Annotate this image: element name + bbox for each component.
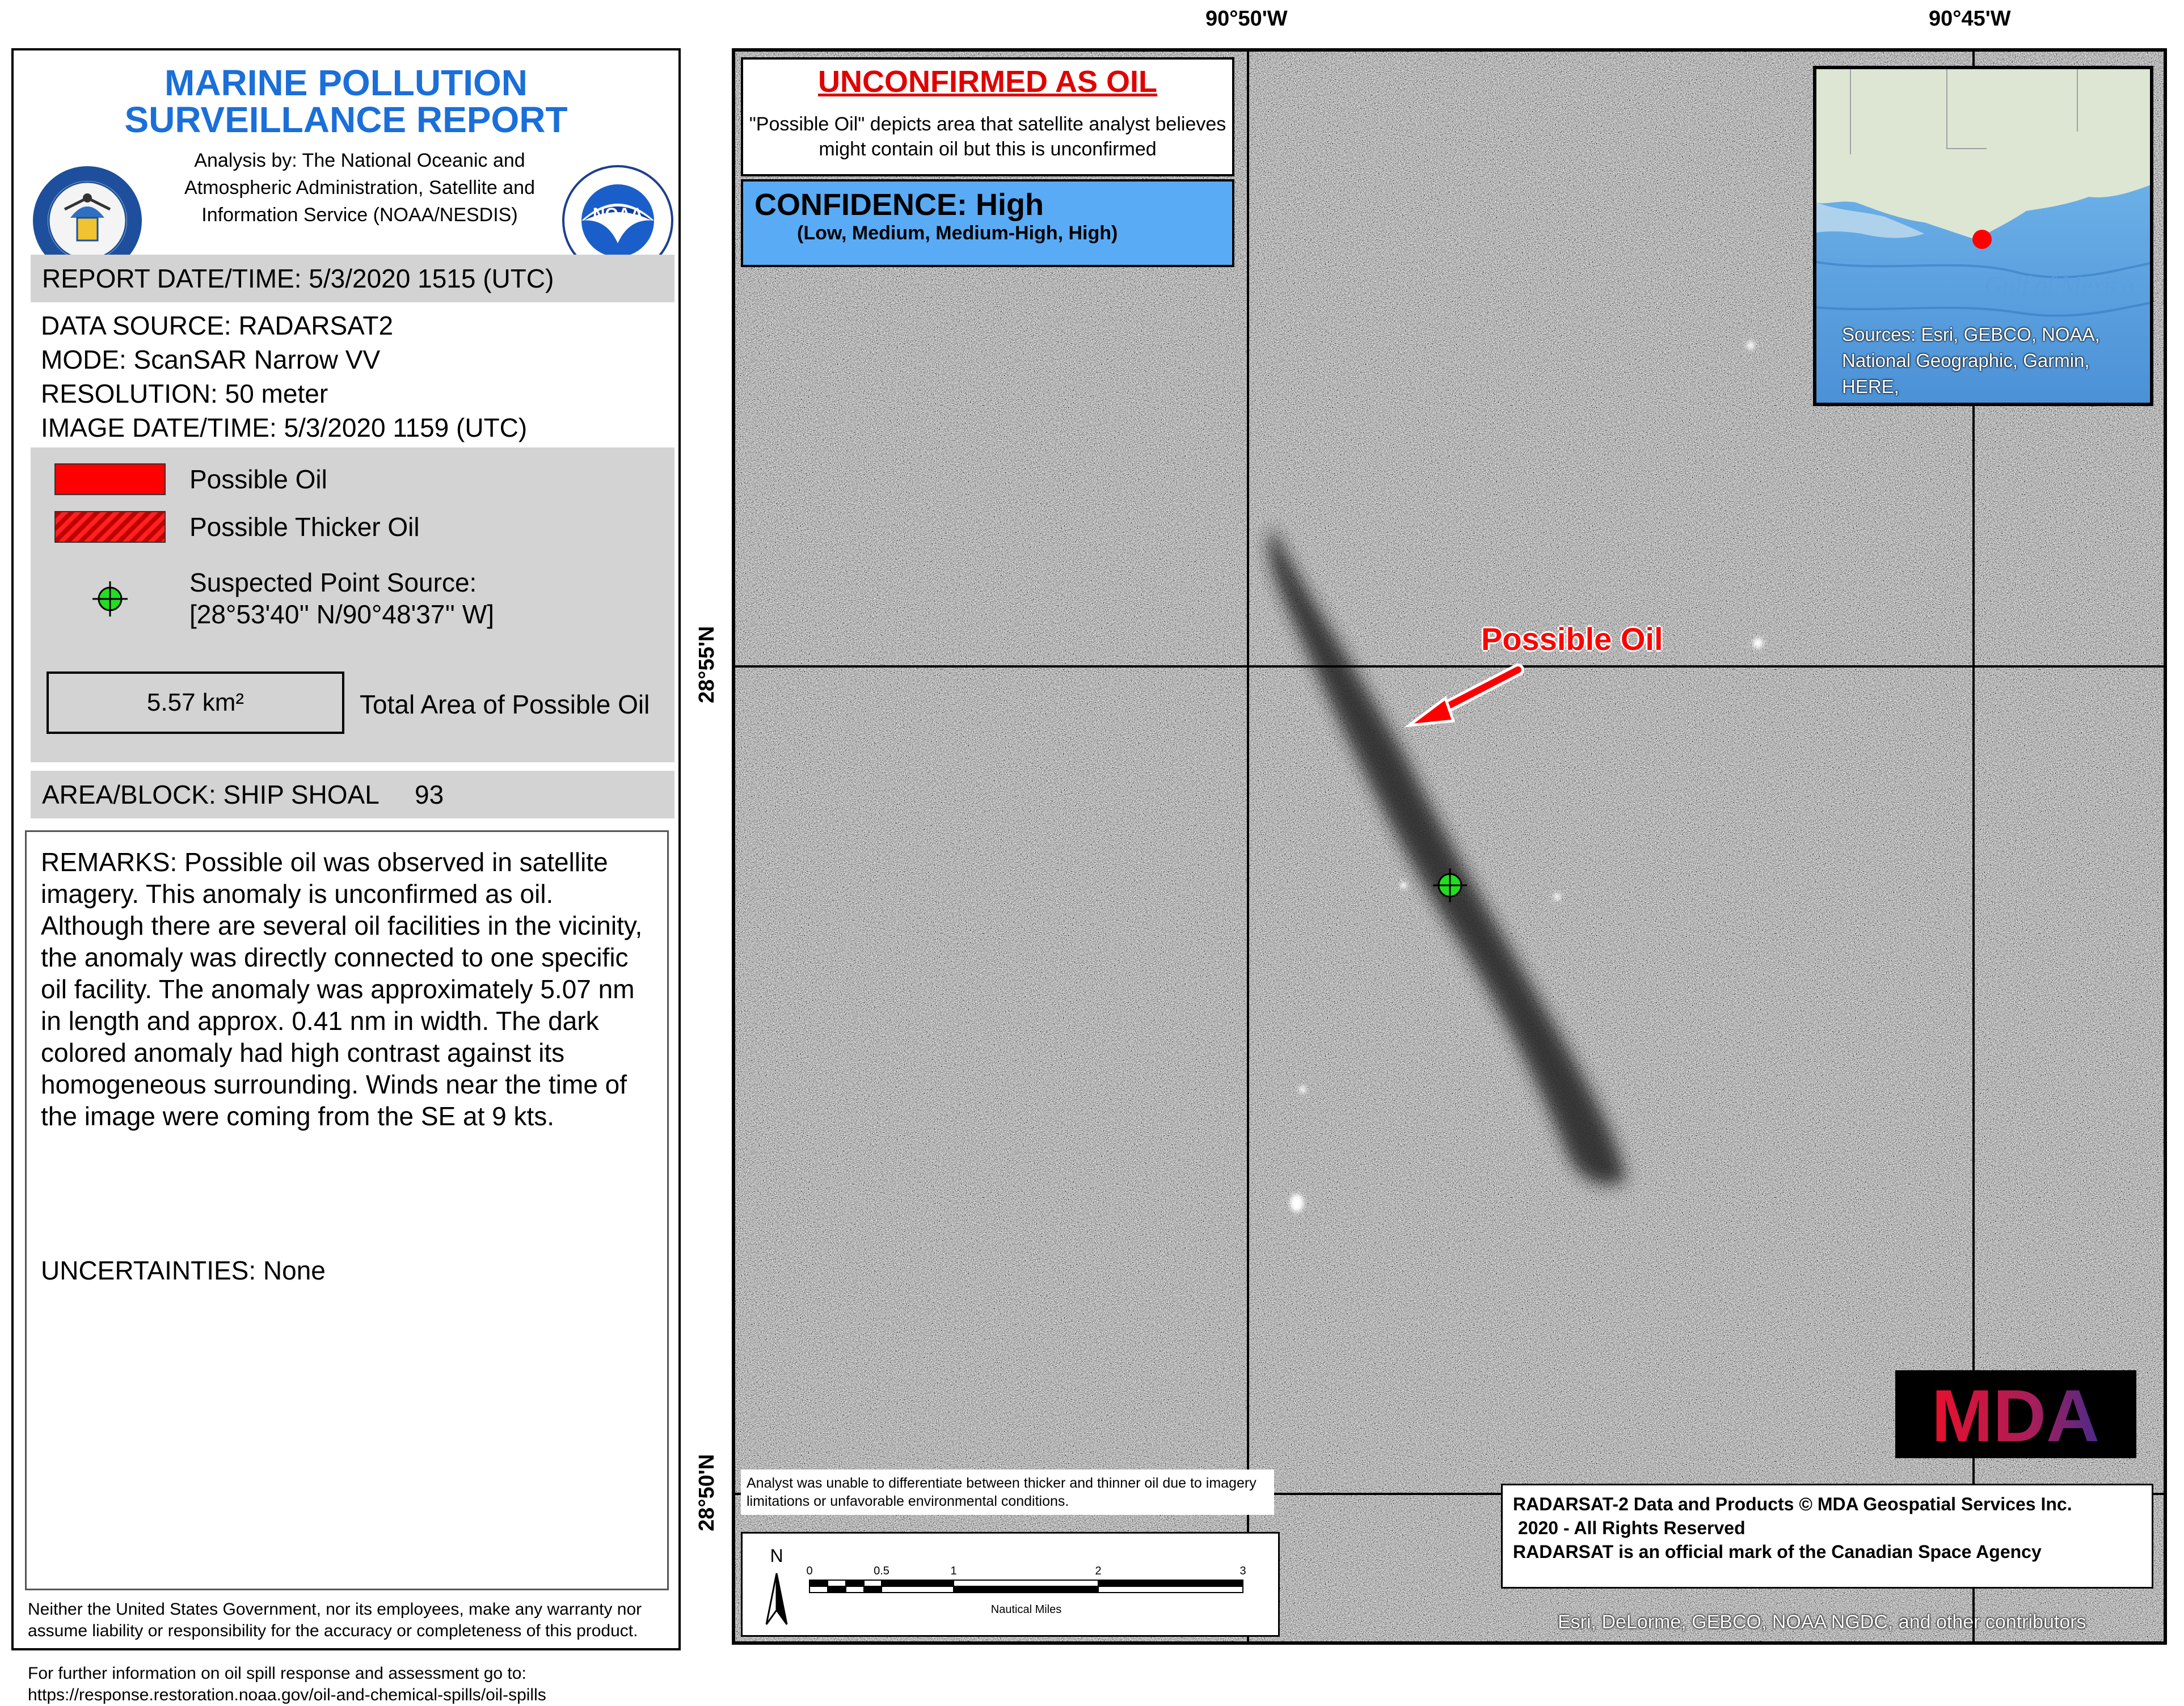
longitude-label: 90°45'W xyxy=(1929,7,2011,31)
sar-map[interactable] xyxy=(732,48,2167,1645)
location-marker xyxy=(1972,230,1992,249)
legend-suspected-source-label: Suspected Point Source: xyxy=(189,568,477,597)
copyright-line: RADARSAT is an official mark of the Canadian Space Agency xyxy=(1513,1542,2042,1562)
confidence-title: CONFIDENCE: High xyxy=(754,188,1044,222)
remarks-text: REMARKS: Possible oil was observed in satellite imagery. This anomaly is unconfirmed as oil. Although there are several oil facilities in the vicinity, the anomaly was directly connected to one specific oil facility. The anomaly was approximately 5.07 nm in length and approx. 0.41 nm in width. The dark colored anomaly had high contrast against its homogeneous surrounding. Winds near the time of the image were coming from the SE at 9 kts. xyxy=(41,847,643,1131)
longitude-label: 90°50'W xyxy=(1205,7,1288,31)
map-attribution: Esri, DeLorme, GEBCO, NOAA NGDC, and other contributors xyxy=(1558,1611,2086,1633)
inset-locator-map[interactable] xyxy=(1813,66,2153,406)
scale-bar-box xyxy=(741,1532,1280,1637)
legend-thicker-oil-label: Possible Thicker Oil xyxy=(189,512,420,542)
report-panel xyxy=(11,48,681,1704)
analyst-note: Analyst was unable to differentiate between thicker and thinner oil due to imagery limitations or unfavorable environmental conditions. xyxy=(741,1469,1274,1515)
disclaimer-text: Neither the United States Government, nor its employees, make any warranty nor assume liability or responsibility for the accuracy or completeness of this product. xyxy=(28,1600,642,1640)
area-block: AREA/BLOCK: SHIP SHOAL 93 xyxy=(31,771,674,818)
mda-logo-icon xyxy=(1895,1370,2136,1458)
remarks-box xyxy=(25,830,669,1590)
mda-logo xyxy=(1895,1370,2136,1458)
scale-tick-label: 1 xyxy=(950,1565,957,1577)
scale-tick-label: 0.5 xyxy=(874,1565,889,1577)
north-arrow-icon xyxy=(766,1545,787,1624)
copyright-line: RADARSAT-2 Data and Products © MDA Geospatial Services Inc. xyxy=(1513,1494,2072,1514)
crosshair-icon xyxy=(90,579,130,619)
total-area-label: Total Area of Possible Oil xyxy=(360,690,650,719)
further-info-text: For further information on oil spill response and assessment go to: https://response.restoration.noaa.gov/oil-and-chemical-spills/oil-spills xyxy=(28,1664,546,1704)
copyright-line: 2020 - All Rights Reserved xyxy=(1513,1518,1745,1538)
report-title-line1: MARINE POLLUTION xyxy=(165,62,528,103)
legend xyxy=(31,447,674,762)
inset-sources: Sources: Esri, GEBCO, NOAA, National Geographic, Garmin, HERE, xyxy=(1842,324,2100,397)
scale-tick-label: 0 xyxy=(806,1565,813,1577)
resolution: RESOLUTION: 50 meter xyxy=(41,379,328,408)
image-datetime: IMAGE DATE/TIME: 5/3/2020 1159 (UTC) xyxy=(41,413,528,442)
unconfirmed-notice xyxy=(741,57,1234,176)
analysis-by-text: Analysis by: The National Oceanic and Atmospheric Administration, Satellite and Information Service (NOAA/NESDIS) xyxy=(184,150,535,226)
unconfirmed-title: UNCONFIRMED AS OIL xyxy=(818,65,1157,99)
inset-gulf-label: Gulf of Mexico xyxy=(1984,271,2134,299)
scale-unit: Nautical Miles xyxy=(990,1603,1062,1616)
legend-swatch-thicker-oil xyxy=(54,511,166,543)
confidence-box xyxy=(741,179,1234,267)
scale-tick-label: 3 xyxy=(1239,1565,1246,1577)
uncertainties-text: UNCERTAINTIES: None xyxy=(41,1256,326,1285)
latitude-label: 28°55'N xyxy=(695,626,719,703)
legend-swatch-possible-oil xyxy=(54,463,166,495)
unconfirmed-description: "Possible Oil" depicts area that satellite analyst believes might contain oil but this is unconfirmed xyxy=(749,113,1226,160)
scale-tick-label: 2 xyxy=(1095,1565,1102,1577)
possible-oil-label: Possible Oil xyxy=(1481,621,1663,657)
legend-possible-oil-label: Possible Oil xyxy=(189,464,327,494)
copyright-box xyxy=(1501,1484,2153,1589)
latitude-label: 28°50'N xyxy=(695,1454,719,1531)
scale-bar xyxy=(743,1534,1281,1639)
report-title-line2: SURVEILLANCE REPORT xyxy=(124,99,568,140)
north-label: N xyxy=(770,1545,783,1566)
confidence-scale: (Low, Medium, Medium-High, High) xyxy=(797,222,1118,244)
total-area-value: 5.57 km² xyxy=(47,672,344,734)
noaa-logo-text: NOAA xyxy=(592,205,643,223)
data-source: DATA SOURCE: RADARSAT2 xyxy=(41,311,394,340)
report-datetime: REPORT DATE/TIME: 5/3/2020 1515 (UTC) xyxy=(31,255,674,302)
mda-logo-text: MDA xyxy=(1931,1374,2100,1457)
legend-suspected-source-coords: [28°53'40'' N/90°48'37'' W] xyxy=(189,599,495,629)
mode: MODE: ScanSAR Narrow VV xyxy=(41,345,381,374)
